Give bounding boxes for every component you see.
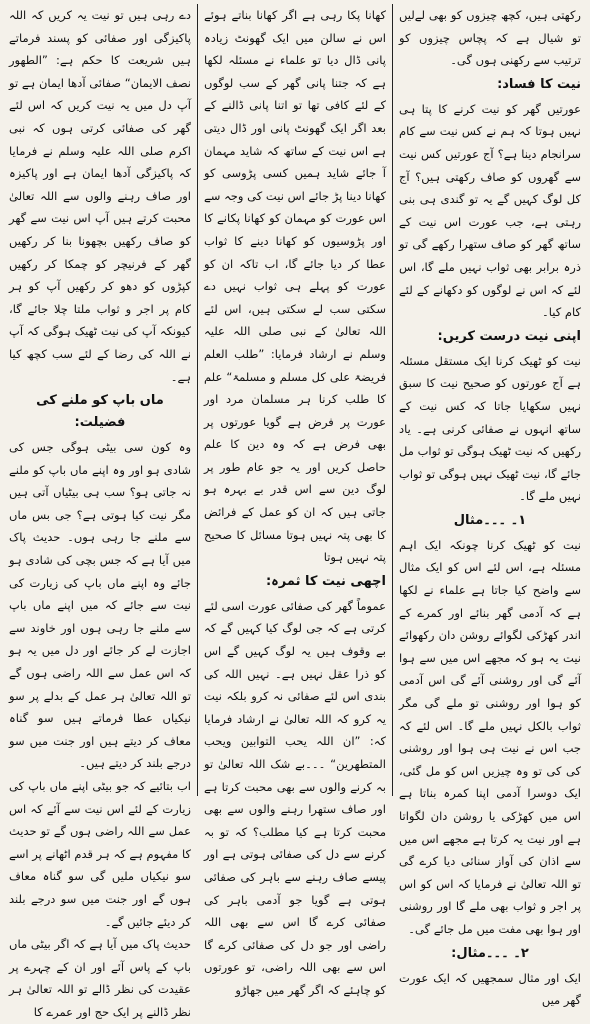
paragraph: ایک اور مثال سمجھیں کہ ایک عورت گھر میں: [399, 970, 581, 1008]
column-divider: [392, 4, 393, 796]
paragraph: عورتیں گھر کو نیت کرنے کا پتا ہی نہیں ہوتا کہ ہم نے کس نیت سے کام سرانجام دینا ہے؟ آج عورتیں کس نیت سے گھروں کو صاف رکھتی ہیں؟ آج کل لوگ کہیں گے یہ تو گندی ہی بنی رہتی ہے، جب عورت اس نیت کے ساتھ گھر کو صاف ستھرا رکھے گی تو ذرہ برابر بھی ثواب نہیں ملے گا، اس لئے کہ اس نے لوگوں کو دکھانے کے لئے کام کیا۔: [399, 101, 581, 320]
column-left: [6, 4, 194, 1019]
section-heading: اچھی نیت کا ثمرہ:: [265, 573, 386, 589]
column-divider: [197, 4, 198, 796]
paragraph: عموماً گھر کی صفائی عورت اسی لئے کرتی ہے کہ جی لوگ کیا کہیں گے کہ بے وقوف ہیں یہ لوگ کہیں گے اس کو ذرا عقل نہیں ہے۔ نہیں اللہ کی بندی اس لئے صفائی نہ کرو بلکہ نیت یہ کرو کہ اللہ تعالیٰ نے ارشاد فرمایا کہ: ”ان اللہ یحب التوابین ویحب المتطھرین“ ۔۔۔بے شک اللہ تعالیٰ تو بہ کرنے والوں سے بھی محبت کرتا ہے اور صاف ستھرا رہنے والوں سے بھی محبت کرتا ہے کیا مطلب؟ کہ تو بہ کرنے سے دل کی صفائی ہوتی ہے اور پیسے صاف رہنے سے باہر کی صفائی ہوتی ہے گویا جو آدمی باہر کی صفائی کرے گا اس سے بھی اللہ راضی اور جو دل کی صفائی کرے گا اس سے بھی اللہ راضی، تو عورتوں کو چاہئے کہ اگر گھر میں جھاڑو: [204, 598, 386, 997]
paragraph: نیت کو ٹھیک کرنا ایک مستقل مسئلہ ہے آج عورتوں کو صحیح نیت کا سبق نہیں سکھایا جاتا کہ کس نیت کے ساتھ انہوں نے صفائی کرنی ہے۔ یاد رکھیں کہ نیت ٹھیک ہوگی تو ثواب مل جائے گا، نیت ٹھیک نہیں ہوگی تو ثواب نہیں ملے گا۔: [399, 353, 581, 504]
paragraph: دے رہی ہیں تو نیت یہ کریں کہ اللہ پاکیزگی اور صفائی کو پسند فرماتے ہیں شریعت کا حکم ہے: ”الطھور نصف الایمان“ صفائی آدھا ایمان ہے تو آپ دل میں یہ نیت کریں کہ اس لئے گھر کی صفائی کرتی ہوں کہ نبی اکرم صلی اللہ علیہ وسلم نے فرمایا کہ پاکیزگی آدھا ایمان ہے اور پاکیزہ اور صاف رہنے والوں سے اللہ تعالیٰ محبت کرتے ہیں آپ اس نیت سے گھر کو صاف رکھیں بچھونا بنا کر رکھیں گھر کے فرنیچر کو چمکا کر رکھیں کپڑوں کو دھو کر رکھیں آپ کو ہر کام پر اجر و ثواب ملتا چلا جائے گا، کیونکہ آپ کی نیت ٹھیک ہوگی کہ آپ نے اللہ کی رضا کے لئے سب کچھ کیا ہے۔: [9, 8, 191, 384]
section-heading: ماں باپ کو ملنے کی فضیلت:: [36, 393, 164, 431]
section-heading: ۲۔ ۔۔۔مثال:: [451, 945, 529, 961]
paragraph: حدیث پاک میں آیا ہے کہ اگر بیٹی ماں باپ کے پاس آئے اور ان کے چہرے پر عقیدت کی نظر ڈالے تو اللہ تعالیٰ ہر نظر ڈالنے پر ایک حج اور عمرے کا: [9, 937, 191, 1019]
column-middle: [201, 4, 389, 997]
paragraph: کھانا پکا رہی ہے اگر کھانا بناتے ہوئے اس نے سالن میں ایک گھونٹ زیادہ پانی ڈال دیا تو علماء نے مسئلہ لکھا ہے کہ جتنا پانی گھر کے سب لوگوں کے لئے کافی تھا تو اتنا پانی ڈالنے کے بعد اگر ایک گھونٹ پانی اور ڈال دیتی ہے اس نیت کے ساتھ کہ شاید مہمان آ جائے شاید ہمیں کسی پڑوسی کو کھانا دینا پڑ جائے اس نیت کی وجہ سے اس عورت کو مہمان کو کھانا پکانے کا اور پڑوسیوں کو کھانا دینے کا ثواب عطا کر دیا جائے گا، اب تاکہ ان کو عورت کو پہلے ہی ثواب نہیں دے سکتی سب لے سکتی ہیں، اس لئے اللہ تعالیٰ کے نبی صلی اللہ علیہ وسلم نے ارشاد فرمایا: ”طلب العلم فریضۃ علی کل مسلم و مسلمۃ“ علم کا طلب کرنا ہر مسلمان مرد اور عورت پر فرض ہے گویا عورتوں پر بھی فرض ہے کہ وہ دین کا علم حاصل کریں اور یہ جو عام طور پر لوگ دین سے اس قدر بے بہرہ ہو جاتی ہیں کہ ان کو عمل کے فرائض کا بھی پتہ نہیں ہوتا مسائل کا صحیح پتہ نہیں ہوتا: [204, 8, 386, 565]
paragraph: رکھتی ہیں، کچھ چیزوں کو بھی لےلیں تو شیال ہے کہ پچاس چیزوں کو ترتیب سے رکھنی ہوں گی۔: [399, 8, 581, 68]
paragraph: نیت کو ٹھیک کرنا چونکہ ایک اہم مسئلہ ہے، اس لئے اس کو ایک مثال سے واضح کیا جاتا ہے علماء نے لکھا ہے کہ آدمی گھر بنائے اور کمرے کے اندر کھڑکی لگوائے روشن دان رکھوائے نیت یہ ہو کہ مجھے اس میں سے ہوا آئے گی اور روشنی آئے گی اس آدمی کو ہوا اور روشنی تو ملے گی مگر ثواب بالکل نہیں ملے گا۔ اس لئے کہ جب اس نے نیت ہی ہوا اور روشنی کی کی تو وہ چیزیں اس کو مل گئی، ایک دوسرا آدمی اپنا کمرہ بناتا ہے اس میں کھڑکی یا روشن دان لگواتا ہے اور نیت یہ کرتا ہے مجھے اس میں سے اذان کی آواز سنائی دیا کرے گی تو اللہ تعالیٰ نے فرمایا کہ اس کو اس پر اجر و ثواب بھی ملے گا اور روشنی اور ہوا بھی مفت میں مل جائے گی۔: [399, 537, 581, 936]
section-heading: اپنی نیت درست کریں:: [437, 328, 581, 344]
paragraph: اب بتائیے کہ جو بیٹی اپنے ماں باپ کی زیارت کے لئے اس نیت سے آئے کہ اس عمل سے اللہ راضی ہوں گے تو حدیث کا مفہوم ہے کہ ہر قدم اٹھانے پر اسے سو نیکیاں ملیں گی سو گناہ معاف ہوں گے اور جنت میں سو درجے بلند کر دیئے جائیں گے۔: [9, 779, 191, 929]
section-heading: ۱۔ ۔۔۔مثال: [453, 512, 527, 528]
column-right: [396, 4, 584, 1008]
section-heading: نیت کا فساد:: [497, 76, 581, 92]
paragraph: وہ کون سی بیٹی ہوگی جس کی شادی ہو اور وہ اپنے ماں باپ کو ملنے نہ جاتی ہو؟ سب ہی بیٹیاں آتی ہیں مگر نیت کیا ہوتی ہے؟ جی بس ماں سے ملنے جا رہی ہوں۔ حدیث پاک میں آیا ہے کہ جس بچی کی شادی ہو جائے وہ اپنے ماں باپ کی زیارت کی نیت سے جائے کہ میں اپنے ماں باپ سے ملنے جا رہی ہوں اور خاوند سے اجازت لے کر جائے اور دل میں یہ ہو کہ اس عمل سے اللہ راضی ہوں گے تو اللہ تعالیٰ ہر عمل کے بدلے پر سو نیکیاں عطا فرماتے ہیں سو گناہ معاف کر دیتے ہیں اور جنت میں سو درجے بلند کر دیتے ہیں۔: [9, 440, 191, 771]
